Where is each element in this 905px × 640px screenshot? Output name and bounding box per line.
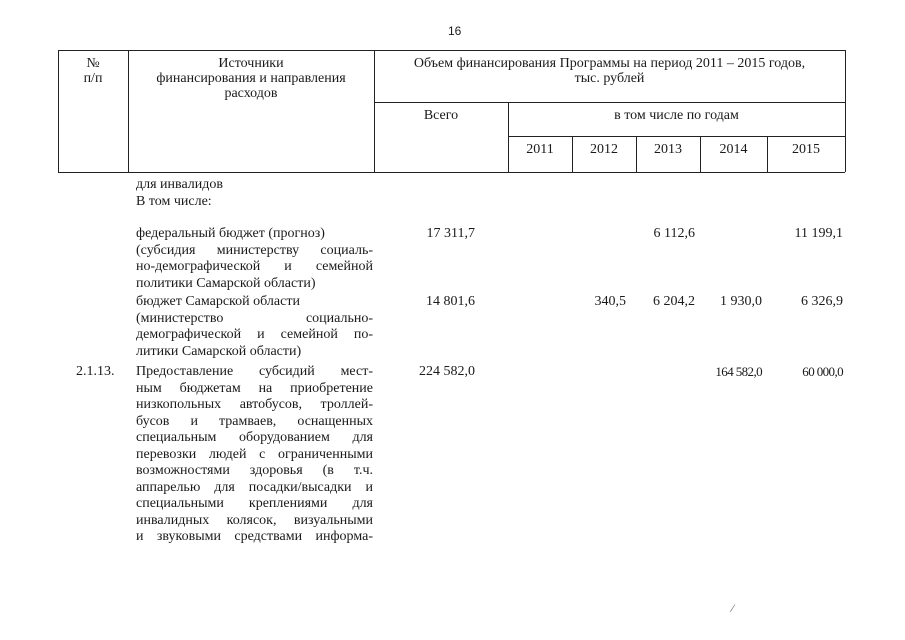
row-2013: 6 204,2	[653, 294, 695, 309]
row-2015: 11 199,1	[794, 226, 843, 241]
header-total: Всего	[423, 108, 459, 123]
row-total: 17 311,7	[426, 226, 475, 241]
page-number: 16	[448, 24, 462, 38]
row-total: 14 801,6	[426, 294, 475, 309]
scan-mark: ⁄	[732, 603, 734, 615]
row-description: Предоставление субсидий мест- ным бюджетам на приобретение низкопольных автобусов, троллей- бусов и трамваев, оснащенных специальным оборудованием для перевозки людей с ограниченными возможностями здоровья (в т.ч. аппарелью для посадки/высадки и специальными креплениями для инвалидных колясок, визуальными и звуковыми средствами информа-	[136, 364, 373, 544]
row-2015: 6 326,9	[801, 294, 843, 309]
header-num: № п/п	[83, 56, 103, 86]
row-2013: 6 112,6	[653, 226, 695, 241]
row-total: 224 582,0	[419, 364, 475, 379]
year-2014: 2014	[719, 142, 748, 157]
table-top-border	[58, 50, 845, 51]
row-2014: 164 582,0	[715, 364, 762, 379]
header-source: Источники финансирования и направления расходов	[156, 56, 346, 101]
year-2011: 2011	[526, 142, 554, 157]
year-2015: 2015	[792, 142, 820, 157]
header-by-year: в том числе по годам	[614, 108, 739, 123]
row-2012: 340,5	[594, 294, 626, 309]
row-2015: 60 000,0	[802, 364, 843, 379]
continuation-text: для инвалидов	[136, 177, 224, 192]
row-2014: 1 930,0	[720, 294, 762, 309]
subheading-text: В том числе:	[136, 194, 212, 209]
table-header-bottom	[58, 172, 845, 173]
row-description: федеральный бюджет (прогноз) (субсидия министерству социаль- но-демографической и семейной политики Самарской области)	[136, 226, 373, 291]
row-number: 2.1.13.	[76, 364, 115, 379]
row-description: бюджет Самарской области (министерство социально- демографической и семейной по- литики Самарской области)	[136, 294, 373, 359]
year-2012: 2012	[590, 142, 618, 157]
col-border	[845, 50, 846, 172]
years-divider	[508, 136, 845, 137]
header-volume: Объем финансирования Программы на период 2011 – 2015 годов, тыс. рублей	[413, 56, 806, 86]
volume-divider	[374, 102, 845, 103]
year-2013: 2013	[654, 142, 682, 157]
